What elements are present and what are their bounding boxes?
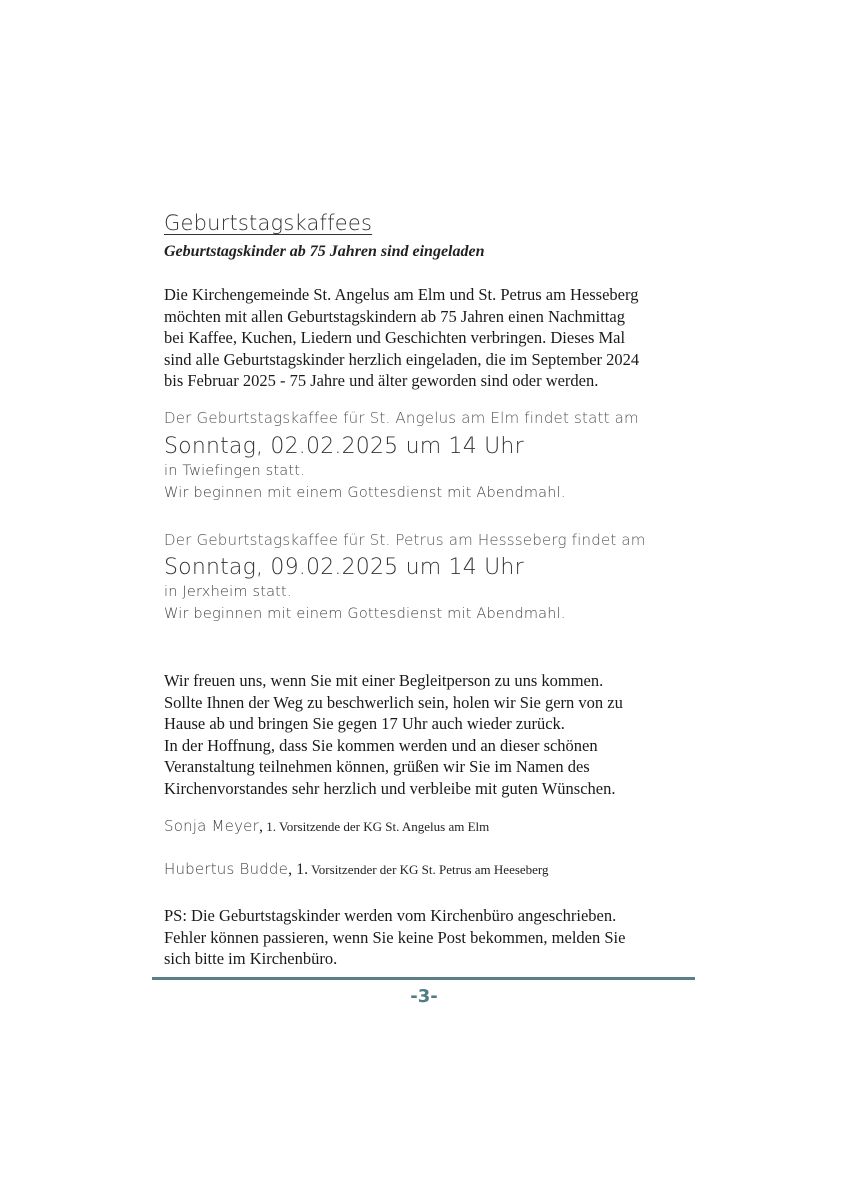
closing-line: Sollte Ihnen der Weg zu beschwerlich sein, holen wir Sie gern von zu	[164, 692, 623, 712]
intro-line: sind alle Geburtstagskinder herzlich eingeladen, die im September 2024	[164, 349, 640, 369]
event1-date: Sonntag, 02.02.2025 um 14 Uhr	[164, 434, 524, 459]
signature-separator: ,	[288, 861, 293, 878]
intro-line: möchten mit allen Geburtstagskindern ab 75 Jahren einen Nachmittag	[164, 306, 625, 326]
signature-number: 1.	[262, 819, 276, 834]
ps-line: sich bitte im Kirchenbüro.	[164, 949, 338, 968]
intro-line: bei Kaffee, Kuchen, Liedern und Geschichten verbringen. Dieses Mal	[164, 328, 626, 347]
intro-line: Die Kirchengemeinde St. Angelus am Elm und St. Petrus am Hesseberg	[164, 285, 639, 304]
event1-lead: Der Geburtstagskaffee für St. Angelus am Elm findet statt am	[164, 409, 639, 427]
signature-meyer	[164, 817, 489, 836]
event2-lead: Der Geburtstagskaffee für St. Petrus am Hessseberg findet am	[164, 531, 646, 549]
closing-paragraph	[164, 670, 623, 799]
signature-role: Vorsitzender der KG St. Petrus am Heeseberg	[308, 862, 549, 877]
closing-line: Hause ab und bringen Sie gegen 17 Uhr auch wieder zurück.	[164, 714, 565, 733]
event1-note: Wir beginnen mit einem Gottesdienst mit Abendmahl.	[164, 485, 566, 501]
ps-paragraph	[164, 905, 625, 970]
closing-line: Kirchenvorstandes sehr herzlich und verbleibe mit guten Wünschen.	[164, 778, 616, 798]
ps-line: Fehler können passieren, wenn Sie keine Post bekommen, melden Sie	[164, 927, 626, 947]
subtitle: Geburtstagskinder ab 75 Jahren sind eingeladen	[164, 243, 485, 260]
signature-budde	[164, 860, 549, 879]
event1-place: in Twiefingen statt.	[164, 463, 305, 479]
event2-note: Wir beginnen mit einem Gottesdienst mit Abendmahl.	[164, 606, 566, 622]
signature-separator: ,	[258, 818, 263, 835]
intro-line: bis Februar 2025 - 75 Jahre und älter geworden sind oder werden.	[164, 371, 599, 390]
signature-role: Vorsitzende der KG St. Angelus am Elm	[275, 819, 490, 834]
event2-place: in Jerxheim statt.	[164, 584, 292, 600]
signature-name: Hubertus Budde	[164, 860, 289, 878]
closing-line: In der Hoffnung, dass Sie kommen werden und an dieser schönen	[164, 735, 598, 755]
page-title: Geburtstagskaffees	[164, 211, 373, 235]
signature-number: 1.	[292, 861, 309, 878]
signature-name: Sonja Meyer	[164, 817, 259, 835]
footer-rule	[152, 977, 695, 980]
intro-paragraph	[164, 284, 639, 392]
closing-line: Wir freuen uns, wenn Sie mit einer Begleitperson zu uns kommen.	[164, 671, 604, 690]
page-number: -3-	[410, 986, 438, 1007]
ps-line: PS: Die Geburtstagskinder werden vom Kirchenbüro angeschrieben.	[164, 906, 617, 925]
closing-line: Veranstaltung teilnehmen können, grüßen wir Sie im Namen des	[164, 757, 590, 776]
event2-date: Sonntag, 09.02.2025 um 14 Uhr	[164, 555, 524, 580]
